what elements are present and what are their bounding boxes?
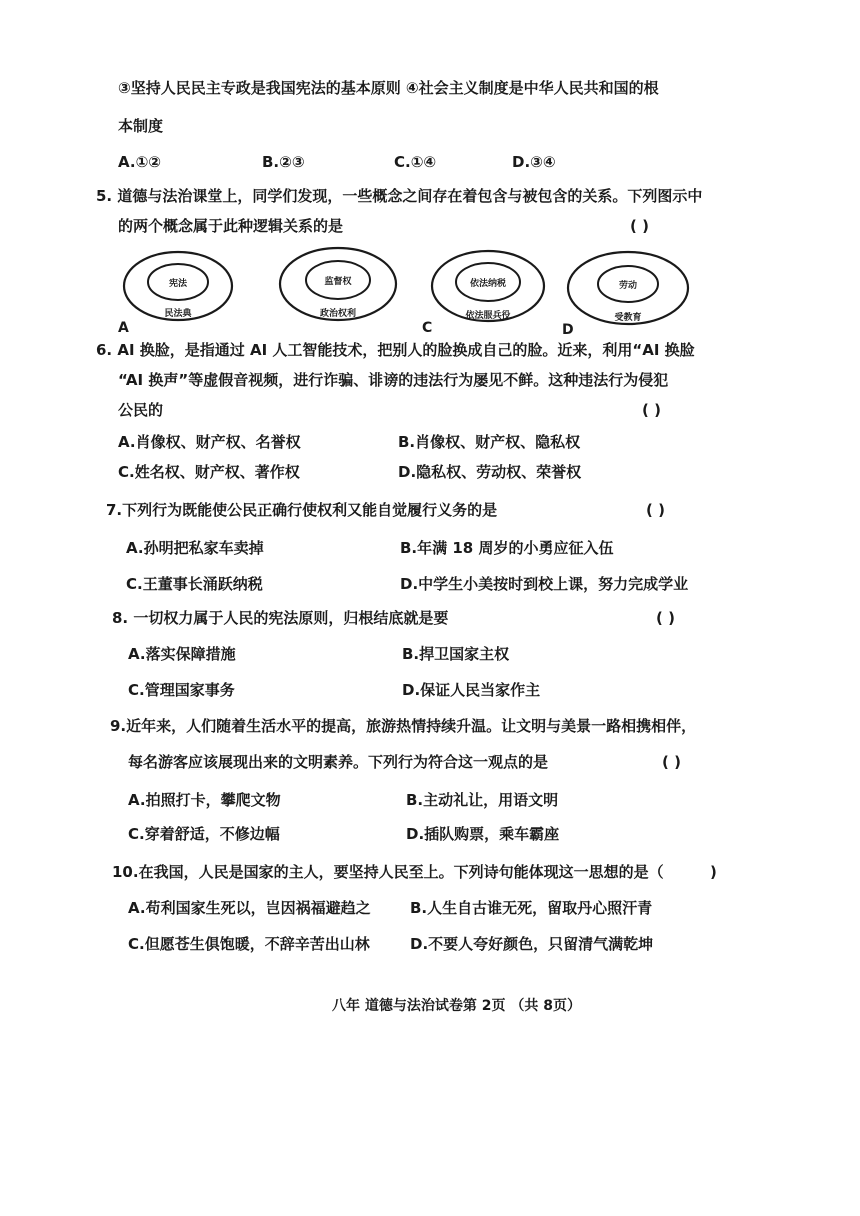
q4-line2: 本制度 <box>118 117 164 135</box>
q8-option-d: D.保证人民当家作主 <box>402 681 541 699</box>
q9-option-c: C.穿着舒适，不修边幅 <box>128 825 280 843</box>
q9-line1: 9.近年来，人们随着生活水平的提高，旅游热情持续升温。让文明与美景一路相携相伴， <box>110 717 697 735</box>
q10-option-a: A.苟利国家生死以，岂因祸福避趋之 <box>128 899 371 917</box>
diagram-b <box>280 248 396 320</box>
q4-line1: ③坚持人民民主专政是我国宪法的基本原则 ④社会主义制度是中华人民共和国的根 <box>118 79 659 97</box>
q9-option-d: D.插队购票，乘车霸座 <box>406 825 560 843</box>
diagram-a-inner-label: 宪法 <box>168 279 188 289</box>
q7-option-c: C.王董事长涌跃纳税 <box>126 575 263 593</box>
q6-line2: “AI 换声”等虚假音视频，进行诈骗、诽谤的违法行为屡见不鲜。这种违法行为侵犯 <box>118 371 669 389</box>
diagram-d-letter: D <box>562 322 574 338</box>
diagram-a <box>118 252 232 336</box>
q8-answer-paren: ( ) <box>656 609 675 627</box>
diagram-c-inner-label: 依法纳税 <box>469 279 507 289</box>
q7-option-b: B.年满 18 周岁的小勇应征入伍 <box>400 539 614 557</box>
diagram-c-letter: C <box>422 320 433 336</box>
q4-option-b: B.②③ <box>262 153 305 171</box>
diagram-a-outer-label: 民法典 <box>164 309 192 319</box>
q6-option-a: A.肖像权、财产权、名誉权 <box>118 433 301 451</box>
q5-diagrams <box>118 246 718 338</box>
q8-stem: 8. 一切权力属于人民的宪法原则，归根结底就是要 <box>112 609 449 627</box>
q9-answer-paren: ( ) <box>662 753 681 771</box>
q8-option-b: B.捍卫国家主权 <box>402 645 510 663</box>
diagram-c <box>422 251 544 336</box>
q10-option-b: B.人生自古谁无死，留取丹心照汗青 <box>410 899 653 917</box>
q10-stem: 10.在我国，人民是国家的主人，要坚持人民至上。下列诗句能体现这一思想的是（ <box>112 863 664 881</box>
q9-line2: 每名游客应该展现出来的文明素养。下列行为符合这一观点的是 <box>128 753 549 771</box>
q6-option-d: D.隐私权、劳动权、荣誉权 <box>398 463 582 481</box>
q4-option-c: C.①④ <box>394 153 437 171</box>
page-footer: 八年 道德与法治试卷第 2页 （共 8页） <box>332 998 581 1014</box>
q10-option-c: C.但愿苍生俱饱暖，不辞辛苦出山林 <box>128 935 370 953</box>
q7-option-d: D.中学生小美按时到校上课，努力完成学业 <box>400 575 689 593</box>
q6-line3: 公民的 <box>118 401 164 419</box>
q5-line1: 5. 道德与法治课堂上，同学们发现，一些概念之间存在着包含与被包含的关系。下列图示中 <box>96 187 703 205</box>
q9-option-a: A.拍照打卡，攀爬文物 <box>128 791 281 809</box>
diagram-d-outer-label: 受教育 <box>614 313 642 323</box>
q7-stem: 7.下列行为既能使公民正确行使权利又能自觉履行义务的是 <box>106 501 498 519</box>
q6-line1: 6. AI 换脸，是指通过 AI 人工智能技术，把别人的脸换成自己的脸。近来，利用“AI 换脸 <box>96 341 695 359</box>
q5-diagram-svg <box>118 246 718 338</box>
diagram-b-outer-label: 政治权利 <box>319 309 357 319</box>
q5-answer-paren: ( ) <box>630 217 649 235</box>
q6-option-b: B.肖像权、财产权、隐私权 <box>398 433 581 451</box>
q10-option-d: D.不要人夸好颜色，只留清气满乾坤 <box>410 935 654 953</box>
diagram-d-inner-label: 劳动 <box>618 281 638 291</box>
diagram-a-letter: A <box>118 320 129 336</box>
q8-option-a: A.落实保障措施 <box>128 645 236 663</box>
q9-option-b: B.主动礼让，用语文明 <box>406 791 559 809</box>
diagram-c-outer-label: 依法服兵役 <box>465 311 511 321</box>
diagram-d <box>562 252 688 338</box>
q8-option-c: C.管理国家事务 <box>128 681 235 699</box>
q10-answer-paren: ) <box>710 863 717 881</box>
q4-option-a: A.①② <box>118 153 161 171</box>
diagram-b-inner-label: 监督权 <box>324 277 352 287</box>
q7-answer-paren: ( ) <box>646 501 665 519</box>
q6-option-c: C.姓名权、财产权、著作权 <box>118 463 300 481</box>
q5-line2: 的两个概念属于此种逻辑关系的是 <box>118 217 344 235</box>
q7-option-a: A.孙明把私家车卖掉 <box>126 539 264 557</box>
q4-option-d: D.③④ <box>512 153 556 171</box>
q6-answer-paren: ( ) <box>642 401 661 419</box>
